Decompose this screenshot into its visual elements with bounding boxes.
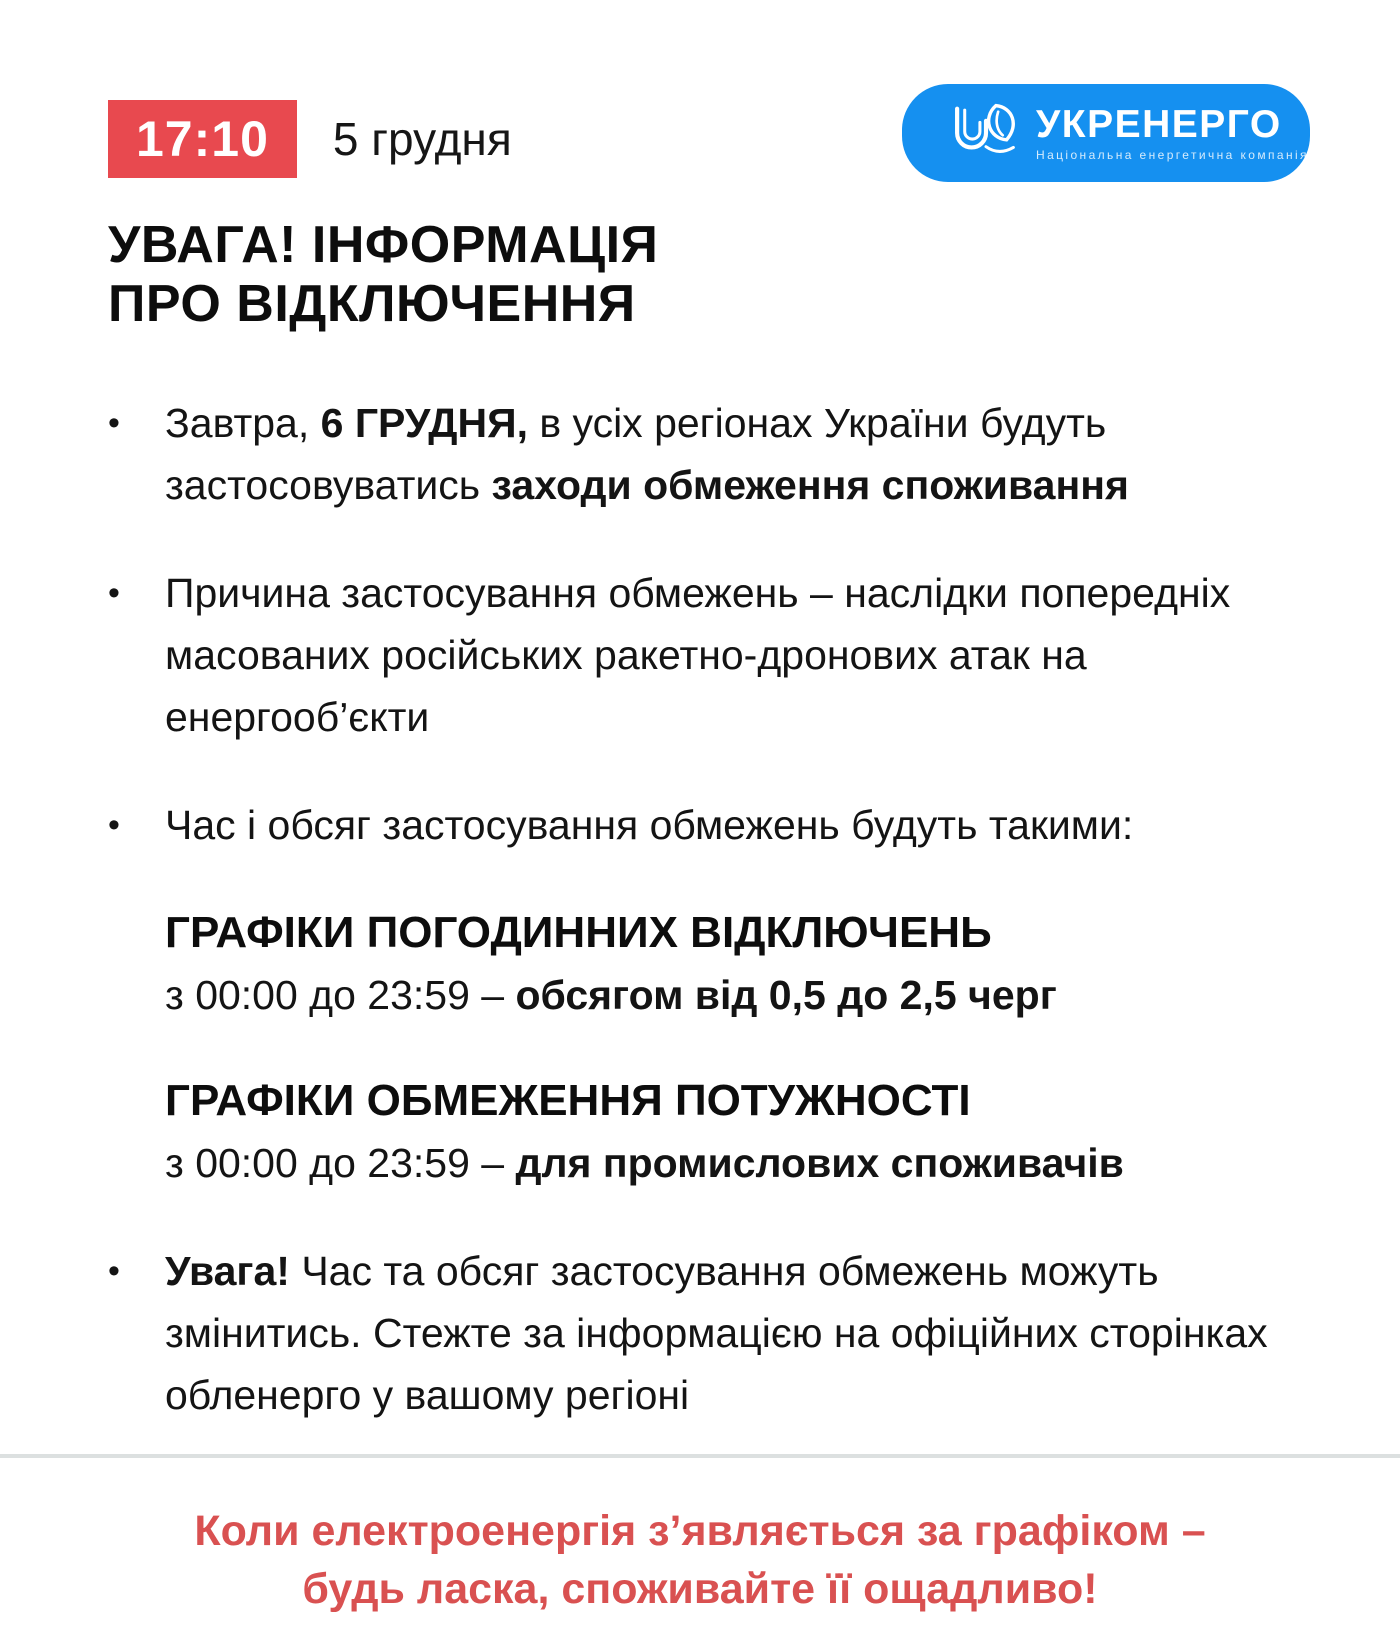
schedule-hourly-outages (165, 902, 1330, 1026)
schedule-heading: ГРАФІКИ ОБМЕЖЕННЯ ПОТУЖНОСТІ (165, 1075, 971, 1125)
date-label: 5 грудня (332, 113, 512, 165)
logo-brand: УКРЕНЕРГО (1036, 102, 1282, 146)
ukrenergo-logo (902, 84, 1310, 182)
time-label: 17:10 (136, 111, 269, 167)
page-title-line1: УВАГА! ІНФОРМАЦІЯ (108, 216, 659, 274)
schedule-heading: ГРАФІКИ ПОГОДИННИХ ВІДКЛЮЧЕНЬ (165, 907, 992, 957)
bullet-text: Причина застосування обмежень – наслідки попередніх масованих російських ракетно-дронових атак на енергооб’єкти (165, 569, 1231, 740)
page-title (108, 216, 1330, 334)
bullet-item-time-volume (108, 794, 1330, 856)
bullet-marker: • (108, 403, 120, 442)
footer-line1: Коли електроенергія з’являється за графіком – (194, 1506, 1206, 1555)
schedule-capacity-limits (165, 1070, 1330, 1194)
bullet-marker: • (108, 805, 120, 844)
page-title-line2: ПРО ВІДКЛЮЧЕННЯ (108, 274, 636, 333)
schedule-detail: з 00:00 до 23:59 – обсягом від 0,5 до 2,5 черг (165, 971, 1057, 1018)
bullet-item-attention (108, 1240, 1330, 1426)
bullet-text: Завтра, 6 ГРУДНЯ, в усіх регіонах України будуть застосовуватись заходи обмеження споживання (165, 399, 1129, 508)
time-badge (108, 100, 297, 178)
bullet-list (108, 392, 1330, 856)
bullet-marker: • (108, 1251, 120, 1290)
bullet-text: Час і обсяг застосування обмежень будуть такими: (165, 801, 1134, 848)
bullet-marker: • (108, 573, 120, 612)
logo-tagline: Національна енергетична компанія (1036, 147, 1309, 162)
schedules-section (165, 902, 1330, 1194)
footer-note (0, 1458, 1400, 1618)
bullet-item-reason (108, 562, 1330, 748)
bullet-item-tomorrow (108, 392, 1330, 516)
ukrenergo-leaf-u-icon (948, 100, 1024, 166)
schedule-detail: з 00:00 до 23:59 – для промислових споживачів (165, 1139, 1124, 1186)
bullet-text: Увага! Час та обсяг застосування обмежень можуть змінитись. Стежте за інформацією на офіційних сторінках обленерго у вашому регіоні (165, 1247, 1268, 1418)
bullet-list-bottom (108, 1240, 1330, 1426)
footer-line2: будь ласка, споживайте її ощадливо! (302, 1564, 1098, 1613)
logo-text (1036, 102, 1309, 162)
